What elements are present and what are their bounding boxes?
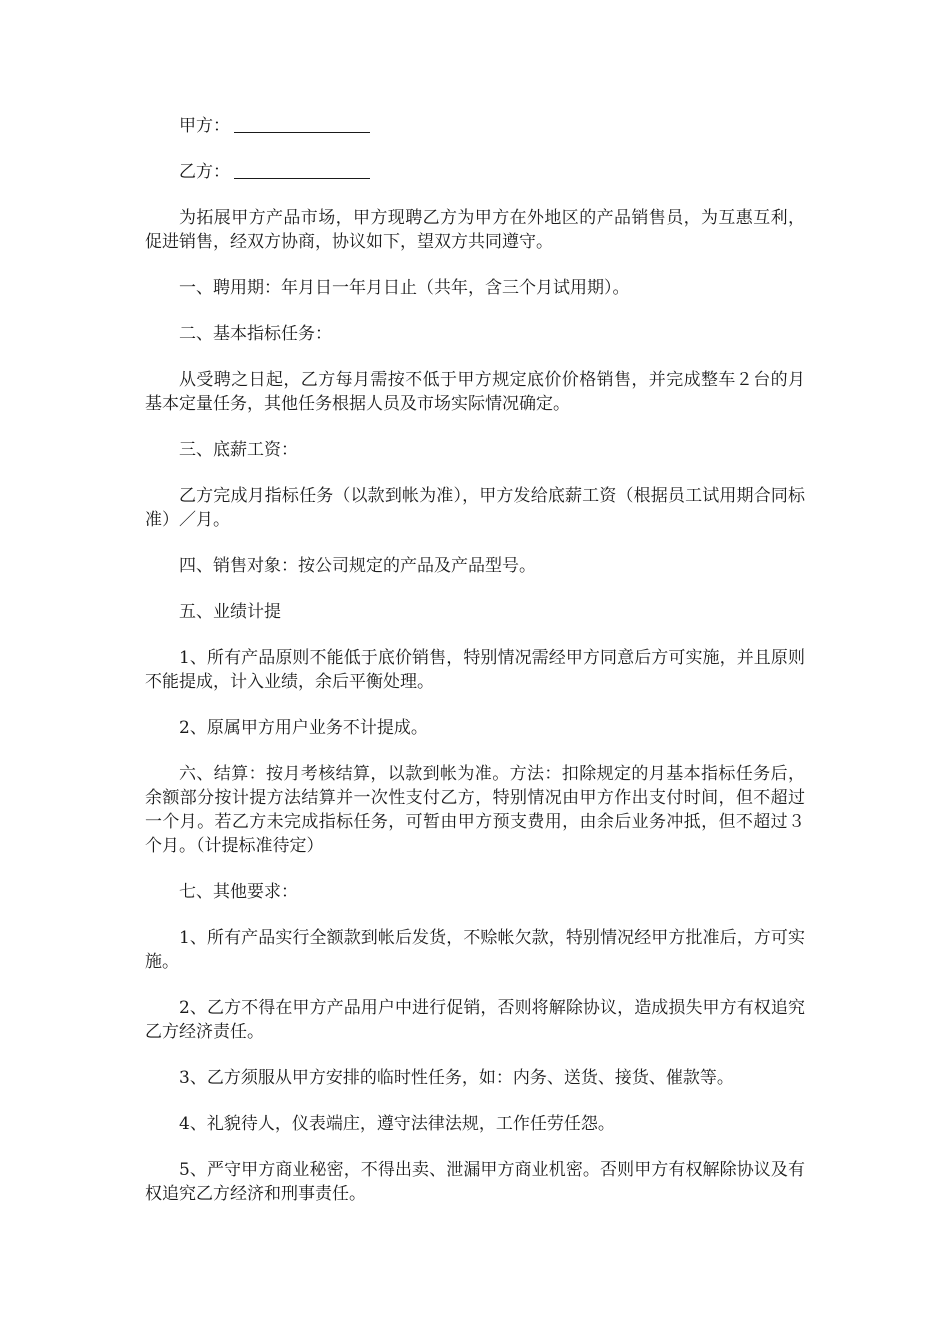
section-7-item-1: 1、所有产品实行全额款到帐后发货，不赊帐欠款，特别情况经甲方批准后，方可实施。: [145, 928, 805, 972]
party-a-label: 甲方：: [179, 116, 230, 136]
section-5-item-1: 1、所有产品原则不能低于底价销售，特别情况需经甲方同意后方可实施，并且原则不能提成，计入业绩，余后平衡处理。: [145, 648, 805, 692]
intro-paragraph: 为拓展甲方产品市场，甲方现聘乙方为甲方在外地区的产品销售员，为互惠互利，促进销售，经双方协商，协议如下，望双方共同遵守。: [145, 208, 805, 252]
party-b-line: [145, 160, 805, 184]
party-b-label: 乙方：: [179, 162, 230, 182]
section-7-item-3: 3、乙方须服从甲方安排的临时性任务，如：内务、送货、接货、催款等。: [179, 1068, 734, 1088]
party-a-blank: [234, 115, 370, 133]
section-6-settlement: 六、结算：按月考核结算，以款到帐为准。方法：扣除规定的月基本指标任务后，余额部分按计提方法结算并一次性支付乙方，特别情况由甲方作出支付时间，但不超过一个月。若乙方未完成指标任务，可暂由甲方预支费用，由余后业务冲抵，但不超过３个月。（计提标准待定）: [145, 764, 805, 856]
section-3-heading: 三、底薪工资：: [179, 440, 298, 460]
section-5-item-2: 2、原属甲方用户业务不计提成。: [179, 718, 428, 738]
section-7-heading: 七、其他要求：: [179, 882, 298, 902]
section-4-sales-target: 四、销售对象：按公司规定的产品及产品型号。: [179, 556, 536, 576]
section-2-heading: 二、基本指标任务：: [179, 324, 332, 344]
section-2-body: 从受聘之日起，乙方每月需按不低于甲方规定底价价格销售，并完成整车２台的月基本定量任务，其他任务根据人员及市场实际情况确定。: [145, 370, 805, 414]
party-b-blank: [234, 161, 370, 179]
party-a-line: [145, 114, 805, 138]
section-7-item-4: 4、礼貌待人，仪表端庄，遵守法律法规，工作任劳任怨。: [179, 1114, 615, 1134]
section-7-item-2: 2、乙方不得在甲方产品用户中进行促销，否则将解除协议，造成损失甲方有权追究乙方经济责任。: [145, 998, 805, 1042]
section-3-body: 乙方完成月指标任务（以款到帐为准），甲方发给底薪工资（根据员工试用期合同标准）／月。: [145, 486, 805, 530]
section-1-employment-period: 一、聘用期：年月日一年月日止（共年，含三个月试用期）。: [179, 278, 630, 298]
section-5-heading: 五、业绩计提: [179, 602, 281, 622]
section-7-item-5: 5、严守甲方商业秘密，不得出卖、泄漏甲方商业机密。否则甲方有权解除协议及有权追究乙方经济和刑事责任。: [145, 1160, 805, 1204]
document-page: [145, 114, 805, 1228]
